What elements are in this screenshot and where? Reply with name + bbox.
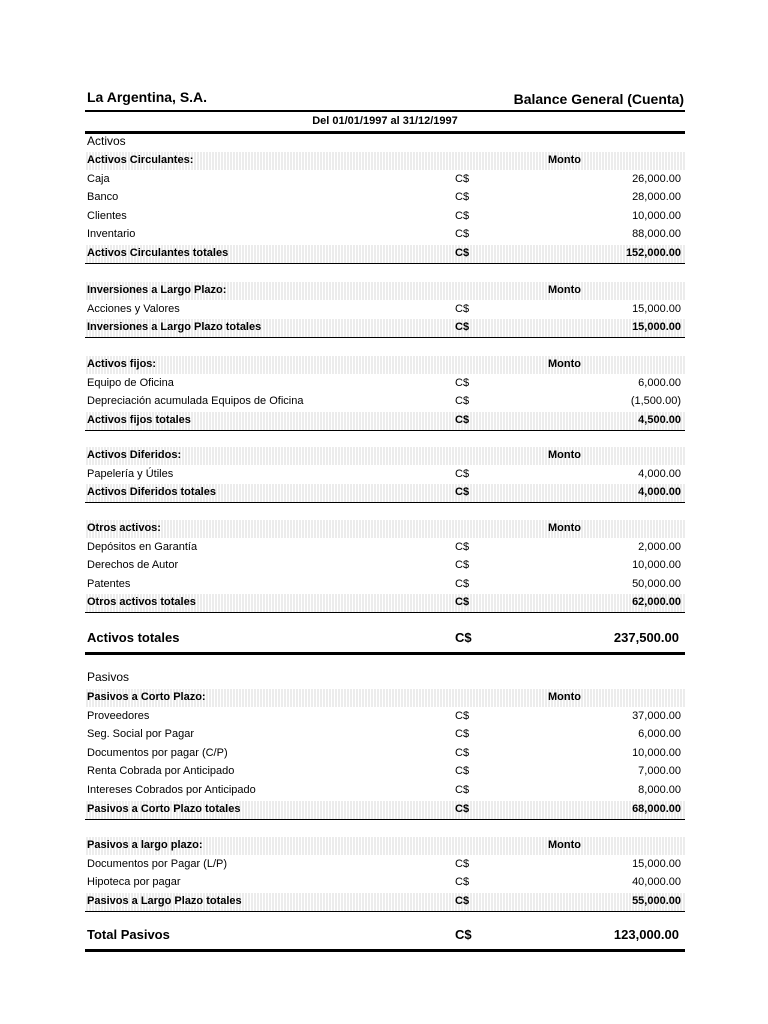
group-heading-label: Pasivos a Corto Plazo: [87, 691, 206, 703]
group-total-currency: C$ [455, 894, 470, 907]
line-item-amount: 7,000.00 [638, 765, 681, 778]
line-item-currency: C$ [455, 228, 470, 241]
group-total-currency: C$ [455, 802, 470, 815]
group-heading-label: Otros activos: [87, 522, 161, 534]
monto-column-header: Monto [548, 691, 581, 703]
liabilities-line-item [85, 726, 685, 744]
group-total-amount: 62,000.00 [632, 596, 681, 609]
report-period: Del 01/01/1997 al 31/12/1997 [312, 115, 458, 127]
line-item-label: Documentos por Pagar (L/P) [87, 857, 228, 870]
group-total-label: Otros activos totales [87, 596, 196, 609]
group-total-label: Activos fijos totales [87, 413, 191, 426]
line-item-label: Papelería y Útiles [87, 467, 174, 480]
line-item-currency: C$ [455, 302, 470, 315]
line-item-label: Inventario [87, 228, 136, 241]
assets-line-item [85, 208, 685, 226]
liabilities-group-total [85, 893, 685, 912]
report-title: Balance General (Cuenta) [513, 91, 684, 107]
liabilities-line-item [85, 745, 685, 763]
line-item-currency: C$ [455, 209, 470, 222]
group-total-amount: 4,000.00 [638, 486, 681, 499]
line-item-currency: C$ [455, 876, 470, 889]
line-item-amount: 10,000.00 [632, 559, 681, 572]
assets-group-heading [85, 520, 685, 538]
group-total-amount: 152,000.00 [625, 247, 681, 259]
group-total-currency: C$ [455, 486, 470, 499]
group-total-label: Pasivos a Corto Plazo totales [87, 802, 241, 815]
liabilities-grand-total-amount: 123,000.00 [613, 927, 679, 942]
line-item-currency: C$ [455, 467, 470, 480]
group-total-label: Activos Circulantes totales [87, 247, 229, 259]
line-item-amount: 10,000.00 [632, 746, 681, 759]
line-item-label: Patentes [87, 577, 131, 590]
liabilities-grand-total [85, 923, 685, 952]
group-total-currency: C$ [455, 247, 470, 259]
group-heading-label: Inversiones a Largo Plazo: [87, 284, 227, 296]
line-item-label: Clientes [87, 209, 127, 222]
line-item-currency: C$ [455, 784, 470, 796]
line-item-label: Acciones y Valores [87, 302, 180, 315]
line-item-amount: 6,000.00 [638, 728, 681, 741]
line-item-amount: 10,000.00 [632, 209, 681, 222]
group-total-amount: 68,000.00 [632, 802, 681, 815]
monto-column-header: Monto [548, 839, 581, 851]
line-item-currency: C$ [455, 577, 470, 590]
monto-column-header: Monto [548, 449, 581, 461]
group-total-label: Pasivos a Largo Plazo totales [87, 894, 242, 907]
assets-grand-total [85, 626, 685, 655]
monto-column-header: Monto [548, 522, 581, 534]
line-item-label: Derechos de Autor [87, 559, 179, 572]
line-item-currency: C$ [455, 709, 470, 722]
assets-line-item [85, 539, 685, 557]
line-item-currency: C$ [455, 746, 470, 759]
group-total-currency: C$ [455, 413, 470, 426]
assets-group-total [85, 412, 685, 431]
liabilities-grand-total-label: Total Pasivos [87, 927, 170, 942]
line-item-amount: (1,500.00) [630, 395, 681, 408]
line-item-amount: 50,000.00 [632, 577, 681, 590]
group-total-currency: C$ [455, 321, 470, 334]
line-item-label: Intereses Cobrados por Anticipado [87, 784, 256, 796]
line-item-currency: C$ [455, 376, 470, 389]
assets-group-heading [85, 356, 685, 374]
company-name: La Argentina, S.A. [87, 89, 208, 105]
line-item-amount: 6,000.00 [638, 376, 681, 389]
group-heading-label: Pasivos a largo plazo: [87, 839, 203, 851]
assets-group-total [85, 484, 685, 503]
group-heading-label: Activos Diferidos: [87, 449, 182, 461]
line-item-label: Depreciación acumulada Equipos de Oficina [87, 395, 304, 408]
period-rule [85, 131, 685, 134]
assets-group-total [85, 319, 685, 338]
line-item-currency: C$ [455, 540, 470, 553]
assets-group-heading [85, 447, 685, 465]
group-total-amount: 55,000.00 [632, 894, 681, 907]
line-item-currency: C$ [455, 172, 470, 185]
line-item-currency: C$ [455, 765, 470, 778]
line-item-label: Equipo de Oficina [87, 376, 174, 389]
group-total-label: Activos Diferidos totales [87, 486, 216, 499]
line-item-label: Caja [87, 172, 110, 185]
assets-group-total [85, 245, 685, 264]
assets-line-item [85, 466, 685, 484]
line-item-amount: 40,000.00 [632, 876, 681, 889]
liabilities-group-heading [85, 837, 685, 855]
assets-grand-total-currency: C$ [455, 630, 472, 645]
assets-line-item [85, 301, 685, 319]
line-item-currency: C$ [455, 857, 470, 870]
assets-line-item [85, 171, 685, 189]
assets-line-item [85, 189, 685, 207]
line-item-label: Documentos por pagar (C/P) [87, 746, 228, 759]
monto-column-header: Monto [548, 154, 581, 166]
line-item-currency: C$ [455, 191, 470, 204]
liabilities-group-heading [85, 689, 685, 707]
assets-group-heading [85, 282, 685, 300]
line-item-amount: 8,000.00 [638, 784, 681, 796]
assets-section-title: Activos [87, 134, 126, 148]
group-heading-label: Activos Circulantes: [87, 154, 194, 166]
assets-grand-total-label: Activos totales [87, 630, 180, 645]
monto-column-header: Monto [548, 358, 581, 370]
liabilities-line-item [85, 856, 685, 874]
line-item-amount: 15,000.00 [632, 302, 681, 315]
line-item-amount: 4,000.00 [638, 467, 681, 480]
liabilities-section-title: Pasivos [87, 670, 130, 684]
line-item-currency: C$ [455, 559, 470, 572]
assets-grand-total-amount: 237,500.00 [613, 630, 679, 645]
assets-line-item [85, 557, 685, 575]
line-item-amount: 28,000.00 [632, 191, 681, 204]
line-item-label: Banco [87, 191, 119, 204]
group-total-label: Inversiones a Largo Plazo totales [87, 321, 262, 334]
assets-group-heading [85, 152, 685, 170]
assets-line-item [85, 576, 685, 594]
line-item-label: Renta Cobrada por Anticipado [87, 765, 235, 778]
line-item-amount: 2,000.00 [638, 540, 681, 553]
assets-line-item [85, 375, 685, 393]
line-item-amount: 26,000.00 [632, 172, 681, 185]
assets-group-total [85, 594, 685, 613]
line-item-amount: 37,000.00 [632, 709, 681, 722]
assets-line-item [85, 393, 685, 411]
monto-column-header: Monto [548, 284, 581, 296]
assets-line-item [85, 226, 685, 244]
group-total-currency: C$ [455, 596, 470, 609]
line-item-currency: C$ [455, 728, 470, 741]
group-total-amount: 4,500.00 [638, 413, 681, 426]
group-heading-label: Activos fijos: [87, 358, 157, 370]
liabilities-group-total [85, 801, 685, 820]
line-item-currency: C$ [455, 395, 470, 408]
line-item-label: Seg. Social por Pagar [87, 728, 195, 741]
liabilities-grand-total-currency: C$ [455, 927, 472, 942]
group-total-amount: 15,000.00 [632, 321, 681, 334]
line-item-label: Hipoteca por pagar [87, 876, 181, 889]
liabilities-line-item [85, 708, 685, 726]
liabilities-line-item [85, 763, 685, 781]
line-item-amount: 15,000.00 [632, 857, 681, 870]
line-item-label: Depósitos en Garantía [87, 540, 198, 553]
liabilities-line-item [85, 782, 685, 800]
header-rule [85, 110, 685, 112]
liabilities-line-item [85, 874, 685, 892]
line-item-amount: 88,000.00 [632, 228, 681, 241]
line-item-label: Proveedores [87, 709, 150, 722]
